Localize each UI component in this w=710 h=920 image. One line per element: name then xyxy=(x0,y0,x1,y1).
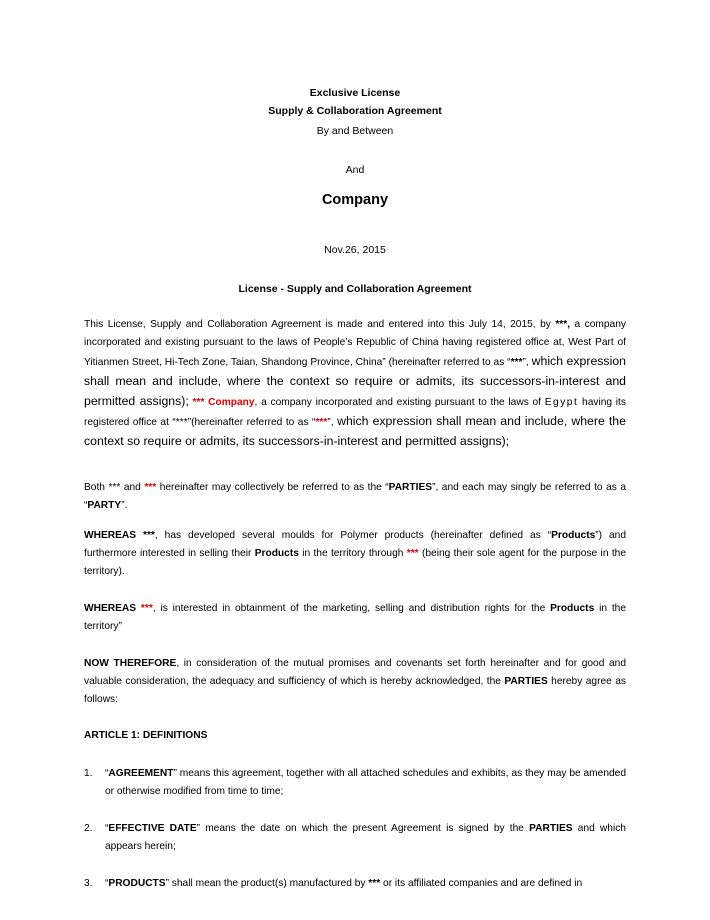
date-line: Nov.26, 2015 xyxy=(324,244,386,256)
paragraph-parties-definition: Both *** and *** hereinafter may collectively be referred to as the “PARTIES”, and each may singly be referred to as a “PARTY”. xyxy=(84,482,626,511)
and-line: And xyxy=(345,164,365,176)
title-line-3: By and Between xyxy=(316,125,394,137)
title-line-1: Exclusive License xyxy=(309,87,401,99)
definition-item: 3. “PRODUCTS” shall mean the product(s) manufactured by *** or its affiliated companies and are defined in xyxy=(84,875,626,893)
definition-item: 2. “EFFECTIVE DATE” means the date on which the present Agreement is signed by the PARTIES and which appears herein; xyxy=(84,820,626,856)
paragraph-now-therefore: NOW THEREFORE, in consideration of the mutual promises and covenants set forth hereinafter and for good and valuable consideration, the adequacy and sufficiency of which is hereby acknowledged, the PARTIES hereby agree as follows: xyxy=(84,658,626,705)
definition-number: 1. xyxy=(84,768,93,779)
paragraph-whereas-2: WHEREAS ***, is interested in obtainment of the marketing, selling and distribution rights for the Products in the territory” xyxy=(84,603,626,632)
definition-number: 3. xyxy=(84,878,93,889)
paragraph-whereas-1: WHEREAS ***, has developed several moulds for Polymer products (hereinafter defined as “Products”) and furthermore interested in selling their Products in the territory through *** (being their sole agent for the purpose in the territory). xyxy=(84,530,626,577)
definition-number: 2. xyxy=(84,823,93,834)
definition-item: 1. “AGREEMENT” means this agreement, together with all attached schedules and exhibits, as they may be amended or otherwise modified from time to time; xyxy=(84,765,626,801)
company-title: Company xyxy=(321,192,389,208)
article-1-heading: ARTICLE 1: DEFINITIONS xyxy=(84,730,208,741)
agreement-subtitle: License - Supply and Collaboration Agreement xyxy=(238,283,472,295)
paragraph-parties-intro: This License, Supply and Collaboration Agreement is made and entered into this July 14, 2015, by ***, a company incorporated and existing pursuant to the laws of People’s Republic of China having registered office at, West Part of Yitianmen Street, Hi-Tech Zone, Taian, Shandong Province, China” (hereinafter referred to as “***”, which expression shall mean and include, where the context so require or admits, its successors-in-interest and permitted assigns); *** Company, a company incorporated and existing pursuant to the laws of Egypt having its registered office at “***”(hereinafter referred to as “***”, which expression shall mean and include, where the context so require or admits, its successors-in-interest and permitted assigns); xyxy=(84,319,626,448)
title-line-2: Supply & Collaboration Agreement xyxy=(268,105,442,117)
